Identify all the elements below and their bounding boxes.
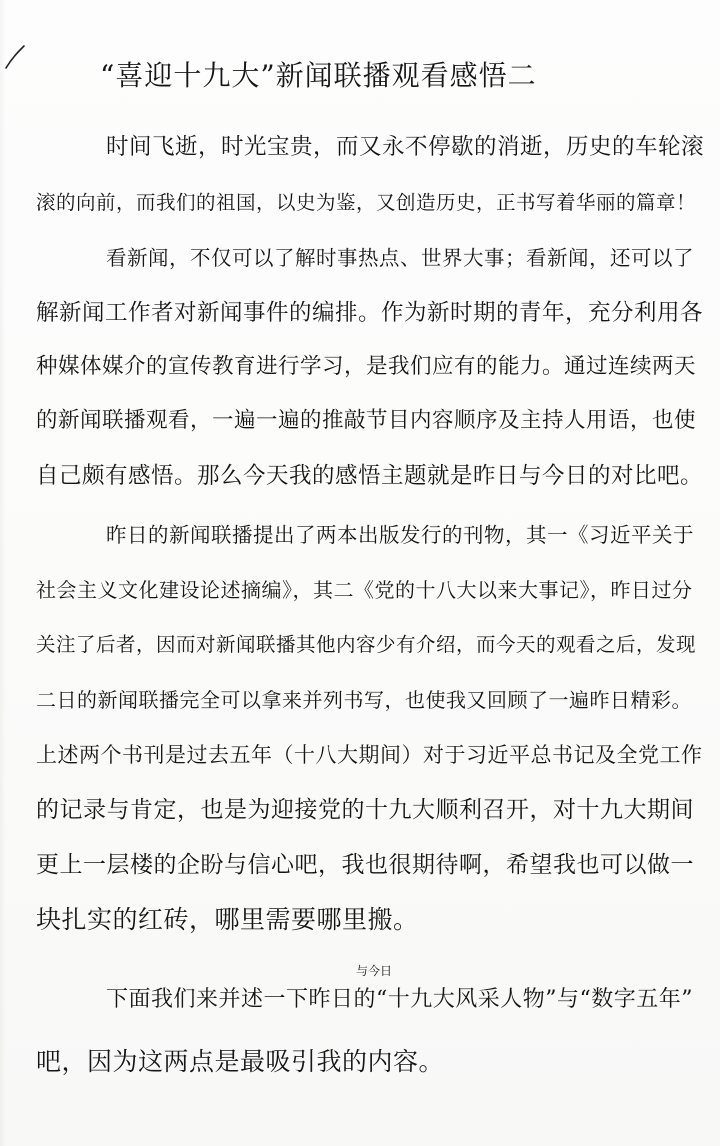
text-line-10: 关注了后者，因而对新闻联播其他内容少有介绍，而今天的观看之后，发现 (36, 633, 697, 656)
text-line-13: 的记录与肯定，也是为迎接党的十九大顺利召开，对十九大期间 (36, 797, 694, 823)
text-line-6: 的新闻联播观看，一遍一遍的推敲节目内容顺序及主持人用语，也使 (36, 408, 697, 433)
text-line-3: 看新闻，不仅可以了解时事热点、世界大事；看新闻，还可以了 (106, 246, 694, 270)
text-line-15: 块扎实的红砖，哪里需要哪里搬。 (36, 905, 419, 934)
pen-stroke-mark (4, 44, 26, 70)
text-line-14: 更上一层楼的企盼与信心吧，我也很期待啊，希望我也可以做一 (36, 852, 694, 878)
text-line-16: 下面我们来并述一下昨日的“十九大风采人物”与“数字五年” (106, 987, 693, 1012)
text-line-8: 昨日的新闻联播提出了两本出版发行的刊物，其一《习近平关于 (106, 523, 694, 547)
text-line-4: 解新闻工作者对新闻事件的编排。作为新时期的青年，充分利用各 (36, 300, 704, 326)
scan-edge-shadow (0, 0, 6, 1146)
text-line-1: 时间飞逝，时光宝贵，而又永不停歇的消逝，历史的车轮滚 (106, 134, 705, 160)
text-line-17: 吧，因为这两点是最吸引我的内容。 (36, 1047, 445, 1076)
text-line-5: 种媒体媒介的宣传教育进行学习，是我们应有的能力。通过连续两天 (36, 354, 697, 379)
page-title: “喜迎十九大”新闻联播观看感悟二 (100, 59, 537, 92)
inserted-annotation: 与今日 (356, 964, 393, 978)
text-line-2: 滚的向前，而我们的祖国，以史为鉴，又创造历史，正书写着华丽的篇章！ (36, 191, 697, 214)
text-line-12: 上述两个书刊是过去五年（十八大期间）对于习近平总书记及全党工作 (36, 743, 703, 767)
text-line-9: 社会主义文化建设论述摘编》，其二《党的十八大以来大事记》，昨日过分 (36, 578, 693, 602)
text-line-7: 自己颇有感悟。那么今天我的感悟主题就是昨日与今日的对比吧。 (36, 463, 704, 489)
text-line-11: 二日的新闻联播完全可以拿来并列书写，也使我又回顾了一遍昨日精彩。 (36, 688, 692, 712)
